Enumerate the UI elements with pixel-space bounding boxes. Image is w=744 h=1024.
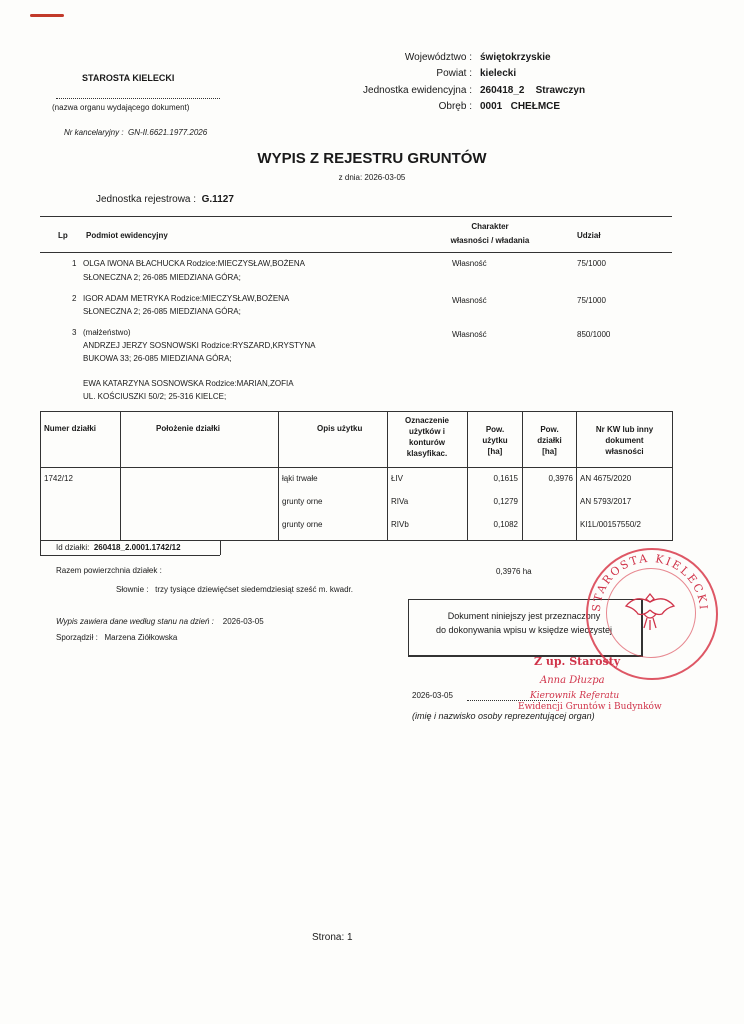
parcel-row-3-kw: KI1L/00157550/2 <box>580 520 641 529</box>
parcel-header-pow-uzytku-3: [ha] <box>487 447 503 456</box>
jednostka-ewid-label: Jednostka ewidencyjna : <box>363 85 472 96</box>
page-number: Strona: 1 <box>312 932 353 943</box>
parcel-header-pow-dzialki-2: działki <box>537 436 562 445</box>
sign-caption: (imię i nazwisko osoby reprezentującej organ) <box>412 711 595 721</box>
wojewodztwo-value: świętokrzyskie <box>480 52 551 63</box>
stamp-line-1: Z up. Starosty <box>534 655 621 668</box>
parcel-row-2-pow-uzytku: 0,1279 <box>493 497 518 506</box>
parcel-col-line-1 <box>120 411 121 540</box>
seal-ring-text: STAROSTA KIELECKI <box>589 551 711 613</box>
parcel-row-3-pow-uzytku: 0,1082 <box>493 520 518 529</box>
owner-3-line-5: EWA KATARZYNA SOSNOWSKA Rodzice:MARIAN,ZOFIA <box>83 379 294 388</box>
owner-2-charakter: Własność <box>452 296 487 305</box>
parcel-header-opis: Opis użytku <box>317 424 363 433</box>
sporzadzil-label: Sporządził : <box>56 633 98 642</box>
owners-table-top-rule <box>40 216 672 217</box>
stamp-line-2: Anna Dłuzpa <box>540 675 605 686</box>
owners-header-charakter-2: własności / władania <box>450 236 530 245</box>
notice-line-1: Dokument niniejszy jest przeznaczony <box>447 611 601 621</box>
parcel-row-1-pow-dzialki: 0,3976 <box>548 474 573 483</box>
stan-na-dzien <box>56 617 264 626</box>
owner-1-line-1: OLGA IWONA BŁACHUCKA Rodzice:MIECZYSŁAW,BOŻENA <box>83 259 305 268</box>
owners-header-rule <box>40 252 672 253</box>
owner-2-udzial: 75/1000 <box>577 296 606 305</box>
parcel-row-3-oznaczenie: RIVb <box>391 520 409 529</box>
corner-mark <box>30 14 64 17</box>
parcel-header-pow-dzialki-3: [ha] <box>542 447 557 456</box>
svg-text:STAROSTA KIELECKI <box>590 552 710 613</box>
eagle-icon <box>626 594 674 630</box>
obreb-label: Obręb : <box>438 101 472 112</box>
parcel-id-label: Id działki: <box>56 543 90 552</box>
parcel-header-polozenie: Położenie działki <box>156 424 221 433</box>
parcel-table-top-rule <box>40 411 673 412</box>
obreb-code: 0001 <box>480 101 503 112</box>
obreb-name: CHEŁMCE <box>510 101 561 112</box>
owners-header-lp: Lp <box>58 231 68 240</box>
nr-kancelaryjny <box>64 128 207 137</box>
jednostka-rejestrowa <box>96 194 234 205</box>
signature-dotted-line <box>467 700 557 701</box>
parcel-header-kw-3: własności <box>605 447 644 456</box>
parcel-row-1-oznaczenie: ŁIV <box>391 474 404 483</box>
wojewodztwo-label: Województwo : <box>404 52 472 63</box>
parcel-header-pow-dzialki-1: Pow. <box>540 425 559 434</box>
parcel-header-oznaczenie-1: Oznaczenie <box>404 416 449 425</box>
parcel-header-pow-uzytku-1: Pow. <box>485 425 505 434</box>
parcel-col-line-2 <box>278 411 279 540</box>
owner-3-line-3: BUKOWA 33; 26-085 MIEDZIANA GÓRA; <box>83 354 232 363</box>
obreb-value <box>480 101 560 112</box>
owners-header-udzial: Udział <box>577 231 601 240</box>
parcel-header-numer: Numer działki <box>44 424 97 433</box>
jednostka-ewid-name: Strawczyn <box>535 85 586 96</box>
razem-label: Razem powierzchnia działek : <box>56 566 162 575</box>
parcel-row-2-opis: grunty orne <box>282 497 323 506</box>
stamp-line-4: Ewidencji Gruntów i Budynków <box>518 702 662 712</box>
parcel-row-1-kw: AN 4675/2020 <box>580 474 632 483</box>
parcel-header-pow-dzialki <box>523 424 576 457</box>
parcel-row-3-opis: grunty orne <box>282 520 323 529</box>
sign-date: 2026-03-05 <box>412 691 453 700</box>
owner-3-charakter: Własność <box>452 330 487 339</box>
owner-2-lp: 2 <box>72 294 77 303</box>
owners-header-charakter-1: Charakter <box>471 222 509 231</box>
sporzadzil <box>56 633 177 642</box>
parcel-col-line-0 <box>40 411 41 555</box>
stan-value: 2026-03-05 <box>222 617 264 626</box>
sporzadzil-value: Marzena Ziółkowska <box>104 633 178 642</box>
parcel-header-kw-1: Nr KW lub inny <box>595 425 654 434</box>
parcel-row-1-numer: 1742/12 <box>44 474 73 483</box>
date-line: z dnia: 2026-03-05 <box>338 173 406 182</box>
parcel-header-oznaczenie <box>388 415 466 459</box>
owner-3-line-2: ANDRZEJ JERZY SOSNOWSKI Rodzice:RYSZARD,KRYSTYNA <box>83 341 316 350</box>
powiat-label: Powiat : <box>436 68 472 79</box>
slownie-label: Słownie : <box>116 585 149 594</box>
owner-3-lp: 3 <box>72 328 77 337</box>
organ-name: STAROSTA KIELECKI <box>82 73 175 83</box>
parcel-row-2-kw: AN 5793/2017 <box>580 497 632 506</box>
parcel-header-kw-2: dokument <box>605 436 644 445</box>
parcel-id-value: 260418_2.0001.1742/12 <box>93 543 181 552</box>
organ-dotted-line <box>56 98 220 99</box>
parcel-row-1-pow-uzytku: 0,1615 <box>493 474 518 483</box>
parcel-table-bottom-rule <box>40 540 673 541</box>
parcel-row-2-oznaczenie: RIVa <box>391 497 409 506</box>
parcel-header-oznaczenie-2: użytków i <box>408 427 445 436</box>
owner-2-line-1: IGOR ADAM METRYKA Rodzice:MIECZYSŁAW,BOŻENA <box>83 294 290 303</box>
owner-1-lp: 1 <box>72 259 77 268</box>
parcel-header-pow-uzytku-2: użytku <box>482 436 508 445</box>
owners-header-podmiot: Podmiot ewidencyjny <box>86 231 168 240</box>
notice-line-2: do dokonywania wpisu w księdze wieczystej <box>435 625 613 635</box>
parcel-row-1-opis: łąki trwałe <box>282 474 318 483</box>
owner-1-charakter: Własność <box>452 259 487 268</box>
jednostka-ewid-value <box>480 85 585 96</box>
document-title: WYPIS Z REJESTRU GRUNTÓW <box>257 150 487 167</box>
owner-1-udzial: 75/1000 <box>577 259 606 268</box>
nr-value: GN-II.6621.1977.2026 <box>128 128 208 137</box>
parcel-header-rule <box>40 467 673 468</box>
parcel-header-oznaczenie-3: konturów <box>409 438 445 447</box>
parcel-id-col-line <box>220 540 221 555</box>
nr-label: Nr kancelaryjny : <box>64 128 124 137</box>
parcel-header-pow-uzytku <box>468 424 522 457</box>
jednostka-ewid-code: 260418_2 <box>480 85 525 96</box>
razem-value: 0,3976 ha <box>496 567 532 576</box>
slownie-value: trzy tysiące dziewięćset siedemdziesiąt sześć m. kwadr. <box>155 585 353 594</box>
owner-2-line-2: SŁONECZNA 2; 26-085 MIEDZIANA GÓRA; <box>83 307 241 316</box>
jednostka-rej-label: Jednostka rejestrowa : <box>96 194 197 205</box>
jednostka-rej-value: G.1127 <box>201 194 234 205</box>
powiat-value: kielecki <box>480 68 517 79</box>
parcel-id <box>56 543 181 552</box>
stan-label: Wypis zawiera dane według stanu na dzień : <box>56 617 214 626</box>
parcel-header-oznaczenie-4: klasyfikac. <box>406 449 448 458</box>
owner-3-line-6: UL. KOŚCIUSZKI 50/2; 25-316 KIELCE; <box>83 392 227 401</box>
parcel-header-kw <box>577 424 672 457</box>
stamp-line-3: Kierownik Referatu <box>530 691 620 701</box>
organ-caption: (nazwa organu wydającego dokument) <box>52 103 190 112</box>
owner-3-udzial: 850/1000 <box>577 330 611 339</box>
owner-3-line-1: (małżeństwo) <box>83 328 131 337</box>
parcel-id-rule <box>40 555 220 556</box>
owner-1-line-2: SŁONECZNA 2; 26-085 MIEDZIANA GÓRA; <box>83 273 241 282</box>
parcel-col-line-7 <box>672 411 673 540</box>
slownie <box>116 585 353 594</box>
